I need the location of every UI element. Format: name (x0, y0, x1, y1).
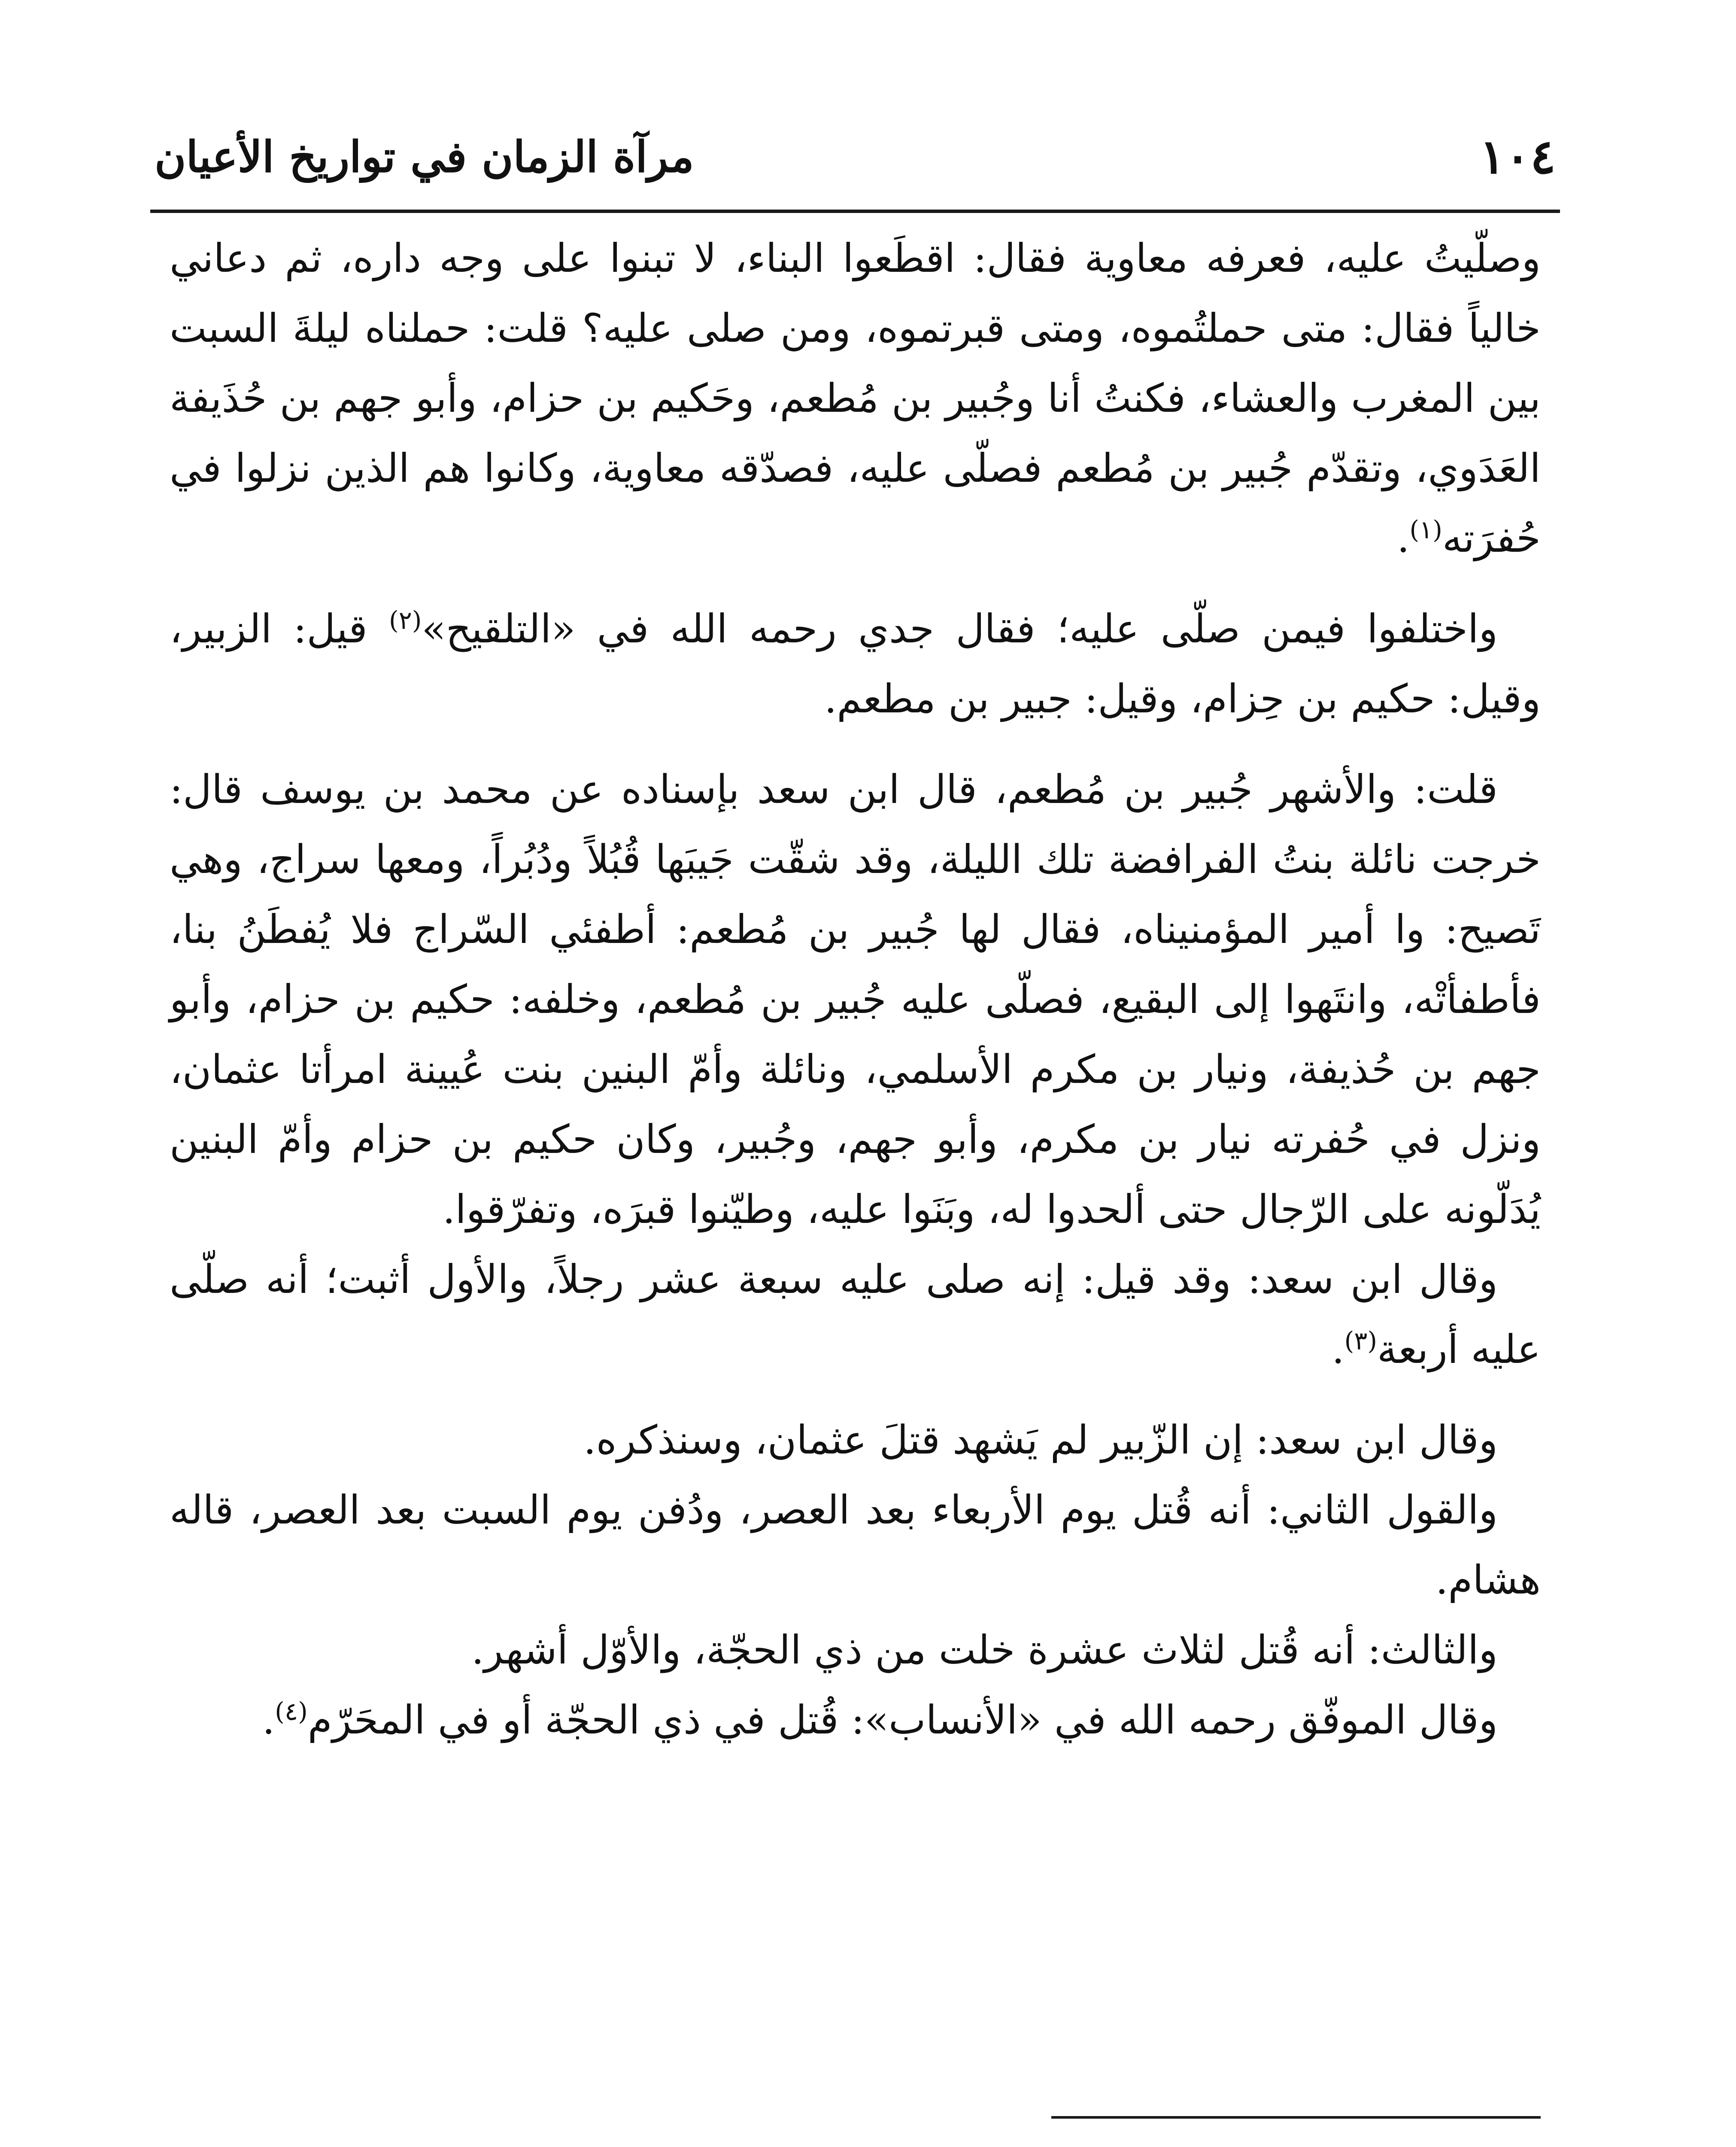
paragraph (170, 754, 1541, 1244)
paragraph-text: والقول الثاني: أنه قُتل يوم الأربعاء بعد العصر، ودُفن يوم السبت بعد العصر، قاله هشام. (170, 1487, 1541, 1603)
paragraph-text: وقال الموفّق رحمه الله في «الأنساب»: قُتل في ذي الحجّة أو في المحَرّم (307, 1697, 1498, 1743)
footnote-marker: (١) (1409, 515, 1442, 544)
footnotes (601, 2138, 1541, 2147)
paragraph-tail: . (1397, 515, 1410, 561)
paragraph-text: واختلفوا فيمن صلّى عليه؛ فقال جدي رحمه الله في «التلقيح» (422, 606, 1498, 652)
paragraph (170, 1475, 1541, 1615)
paragraph-tail: . (262, 1697, 275, 1743)
paragraph (170, 1405, 1541, 1475)
paragraph (170, 1685, 1541, 1755)
page-number: ١٠٤ (1479, 129, 1556, 184)
main-text (170, 223, 1541, 1755)
footnote-marker: (٢) (388, 605, 422, 635)
footnote-rule (1051, 2116, 1541, 2119)
paragraph (170, 1615, 1541, 1685)
paragraph (170, 223, 1541, 573)
paragraph-tail: قيل: الزبير، وقيل: حكيم بن حِزام، وقيل: جبير بن مطعم. (170, 606, 1541, 722)
footnote (601, 2138, 1541, 2147)
paragraph (170, 594, 1541, 734)
footnote-marker: (٤) (275, 1697, 308, 1726)
header-rule (150, 210, 1560, 213)
paragraph-tail: . (1332, 1326, 1344, 1372)
footnote-marker: (٣) (1344, 1326, 1378, 1356)
paragraph (170, 1244, 1541, 1384)
page-header (155, 125, 1556, 206)
paragraph-text: وصلّيتُ عليه، فعرفه معاوية فقال: اقطَعوا البناء، لا تبنوا على وجه داره، ثم دعاني خالياً فقال: متى حملتُموه، ومتى قبرتموه، ومن صلى عليه؟ قلت: حملناه ليلةَ السبت بين المغرب والعشاء، فكنتُ أنا وجُبير بن مُطعم، وحَكيم بن حزام، وأبو جهم بن حُذَيفة العَدَوي، وتقدّم جُبير بن مُطعم فصلّى عليه، فصدّقه معاوية، وكانوا هم الذين نزلوا في حُفرَته (170, 235, 1541, 561)
running-title: مرآة الزمان في تواريخ الأعيان (155, 131, 694, 182)
paragraph-text: قلت: والأشهر جُبير بن مُطعم، قال ابن سعد بإسناده عن محمد بن يوسف قال: خرجت نائلة بنتُ الفرافضة تلك الليلة، وقد شقّت جَيبَها قُبُلاً ودُبُراً، ومعها سراج، وهي تَصيح: وا أمير المؤمنيناه، فقال لها جُبير بن مُطعم: أطفئي السّراج فلا يُفطَنُ بنا، فأطفأتْه، وانتَهوا إلى البقيع، فصلّى عليه جُبير بن مُطعم، وخلفه: حكيم بن حزام، وأبو جهم بن حُذيفة، ونيار بن مكرم الأسلمي، ونائلة وأمّ البنين بنت عُيينة امرأتا عثمان، ونزل في حُفرته نيار بن مكرم، وأبو جهم، وجُبير، وكان حكيم بن حزام وأمّ البنين يُدَلّونه على الرّجال حتى ألحدوا له، وبَنَوا عليه، وطيّنوا قبرَه، وتفرّقوا. (170, 766, 1541, 1232)
paragraph-text: والثالث: أنه قُتل لثلاث عشرة خلت من ذي الحجّة، والأوّل أشهر. (471, 1627, 1498, 1673)
paragraph-text: وقال ابن سعد: إن الزّبير لم يَشهد قتلَ عثمان، وسنذكره. (583, 1417, 1498, 1463)
paragraph-text: وقال ابن سعد: وقد قيل: إنه صلى عليه سبعة عشر رجلاً، والأول أثبت؛ أنه صلّى عليه أربعة (170, 1256, 1541, 1372)
